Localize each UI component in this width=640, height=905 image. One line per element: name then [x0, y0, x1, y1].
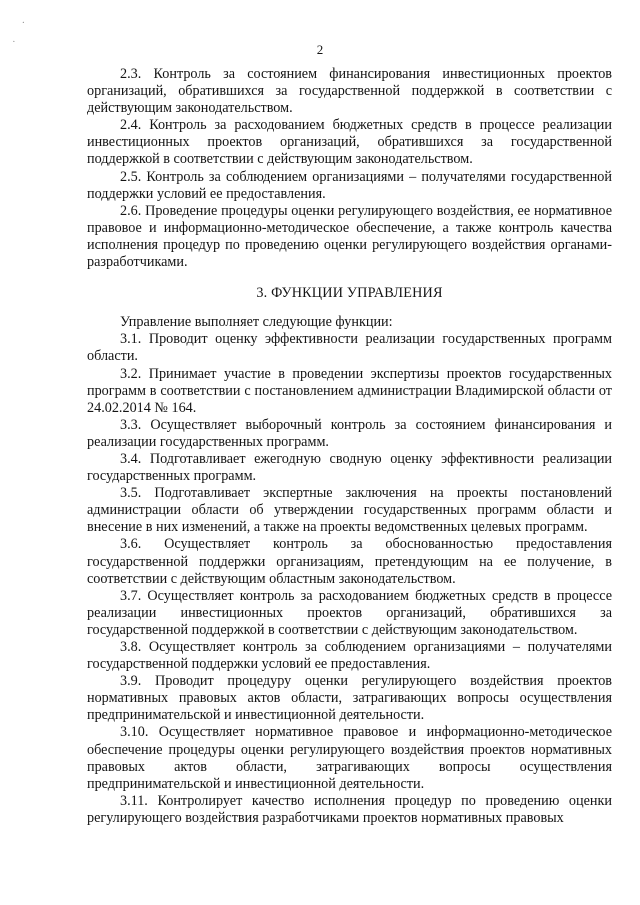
page-number: 2 [316, 42, 324, 57]
paragraph-2-5: 2.5. Контроль за соблюдением организациями – получателями государственной поддержки условий ее предоставления. [87, 168, 612, 202]
paragraph-3-5: 3.5. Подготавливает экспертные заключения на проекты постановлений администрации области об утверждении государственных программ области и внесение в них изменений, а также на проекты ведомственных целевых программ. [87, 485, 612, 536]
paragraph-3-8: 3.8. Осуществляет контроль за соблюдением организациями – получателями государственной поддержки условий ее предоставления. [87, 639, 612, 673]
scan-speck: · [12, 36, 16, 48]
paragraph-2-6: 2.6. Проведение процедуры оценки регулирующего воздействия, ее нормативное правовое и информационно-методическое обеспечение, а также контроль качества исполнения процедур по проведению оценки регулирующего воздействия органами-разработчиками. [87, 202, 612, 271]
paragraph-3-9: 3.9. Проводит процедуру оценки регулирующего воздействия проектов нормативных правовых актов области, затрагивающих вопросы осуществления предпринимательской и инвестиционной деятельности. [87, 673, 612, 724]
scan-speck: . [22, 14, 25, 26]
paragraph-3-4: 3.4. Подготавливает ежегодную сводную оценку эффективности реализации государственных программ. [87, 450, 612, 485]
paragraph-3-11: 3.11. Контролирует качество исполнения процедур по проведению оценки регулирующего воздействия разработчиками проектов нормативных правовых [87, 792, 612, 826]
paragraph-3-6: 3.6. Осуществляет контроль за обоснованностью предоставления государственной поддержки организациям, претендующим на ее получение, в соответствии с действующим областным законодательством. [87, 536, 612, 587]
paragraph-3-10: 3.10. Осуществляет нормативное правовое и информационно-методическое обеспечение процедуры оценки регулирующего воздействия проектов нормативных правовых актов области, затрагивающих вопросы осуществления предпринимательской и инвестиционной деятельности. [87, 724, 612, 792]
section-intro: Управление выполняет следующие функции: [120, 314, 393, 331]
paragraph-2-3: 2.3. Контроль за состоянием финансирования инвестиционных проектов организаций, обратившихся за государственной поддержкой в соответствии с действующим законодательством. [87, 66, 612, 117]
paragraph-3-3: 3.3. Осуществляет выборочный контроль за состоянием финансирования и реализации государственных программ. [87, 416, 612, 450]
document-body [87, 66, 612, 827]
paragraph-3-1: 3.1. Проводит оценку эффективности реализации государственных программ области. [87, 331, 612, 365]
paragraph-3-7: 3.7. Осуществляет контроль за расходованием бюджетных средств в процессе реализации инвестиционных проектов организаций, обратившихся за государственной поддержкой в соответствии с действующим законодательством. [87, 587, 612, 638]
section-heading: 3. ФУНКЦИИ УПРАВЛЕНИЯ [256, 285, 443, 302]
paragraph-3-2: 3.2. Принимает участие в проведении экспертизы проектов государственных программ в соответствии с постановлением администрации Владимирской области от 24.02.2014 № 164. [87, 365, 612, 416]
paragraph-2-4: 2.4. Контроль за расходованием бюджетных средств в процессе реализации инвестиционных проектов организаций, обратившихся за государственной поддержкой в соответствии с действующим законодательством. [87, 117, 612, 168]
